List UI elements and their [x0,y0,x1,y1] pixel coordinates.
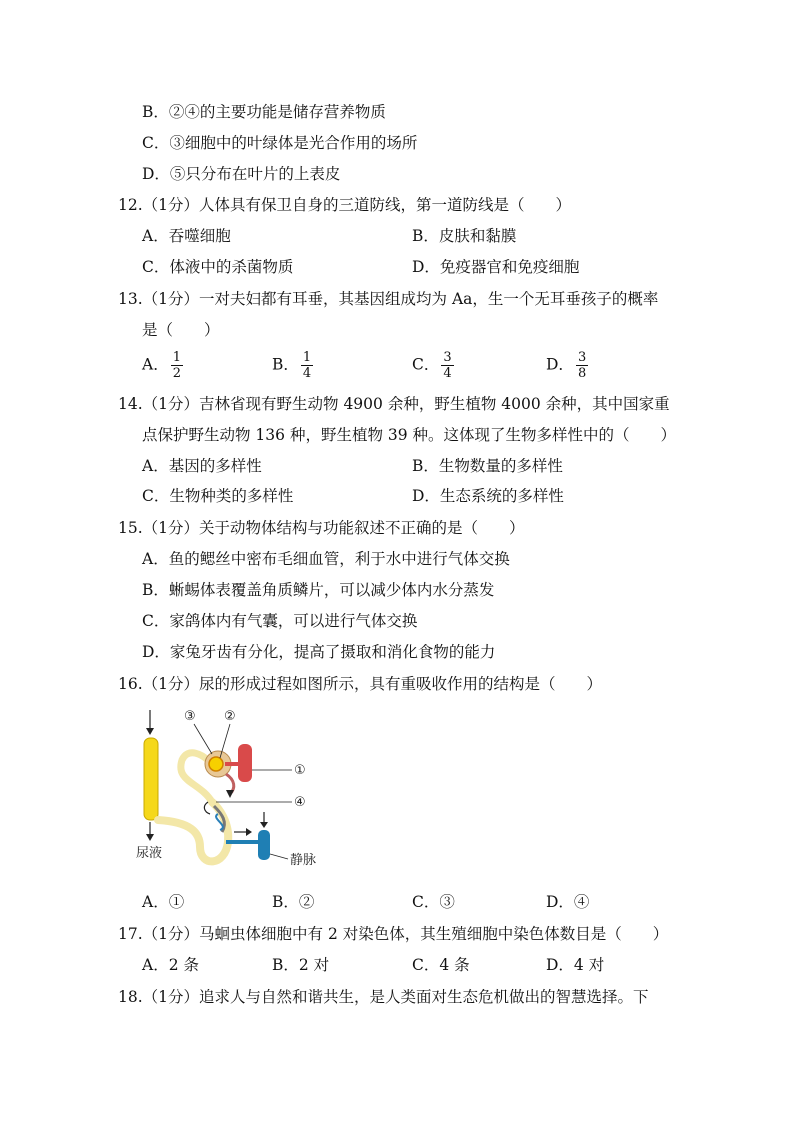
q18-stem: 18.（1分）追求人与自然和谐共生，是人类面对生态危机做出的智慧选择。下 [118,988,649,1006]
q16-stem: 16.（1分）尿的形成过程如图所示，具有重吸收作用的结构是（ ） [118,675,603,693]
q14-option-c: C．生物种类的多样性 [142,487,294,505]
q15-stem: 15.（1分）关于动物体结构与功能叙述不正确的是（ ） [118,519,525,537]
q15-option-b: B．蜥蜴体表覆盖角质鳞片，可以减少体内水分蒸发 [142,581,495,599]
q11-option-c: C．③细胞中的叶绿体是光合作用的场所 [142,134,418,152]
q14-stem-line2: 点保护野生动物 136 种，野生植物 39 种。这体现了生物多样性中的（ ） [142,426,677,444]
q11-option-d: D．⑤只分布在叶片的上表皮 [142,165,341,183]
q12-option-a: A．吞噬细胞 [142,227,231,245]
q17-option-d: D．4 对 [546,956,605,974]
q14-stem-line1: 14.（1分）吉林省现有野生动物 4900 余种，野生植物 4000 余种，其中国家重 [118,395,670,413]
q17-stem: 17.（1分）马蛔虫体细胞中有 2 对染色体，其生殖细胞中染色体数目是（ ） [118,925,669,943]
label-2: ② [224,709,236,724]
nephron-svg [130,702,350,882]
q14-option-d: D．生态系统的多样性 [412,487,564,505]
vein-leader [270,854,288,859]
q13-stem-line1: 13.（1分）一对夫妇都有耳垂，其基因组成均为 Aa，生一个无耳垂孩子的概率 [118,290,659,308]
glomerulus [209,757,223,771]
arrowhead-duct-in [146,728,154,735]
q15-option-a: A．鱼的鳃丝中密布毛细血管，利于水中进行气体交换 [142,550,510,568]
arrowhead-vein-top [260,822,268,828]
q13-option-d: D． $\frac{3}{8}$ [546,350,587,381]
label-4: ④ [294,795,306,810]
q17-option-a: A．2 条 [142,956,199,974]
renal-artery [238,744,252,782]
q14-option-a: A．基因的多样性 [142,457,262,475]
arrowhead-efferent [226,790,234,798]
q13-option-a: A． $\frac{1}{2}$ [142,350,181,381]
arrowhead-duct-out [146,834,154,841]
q15-option-c: C．家鸽体内有气囊，可以进行气体交换 [142,612,418,630]
q16-option-a: A．① [142,893,185,911]
q13-stem-line2: 是（ ） [142,321,220,339]
q17-option-c: C．4 条 [412,956,470,974]
q15-option-d: D．家兔牙齿有分化，提高了摄取和消化食物的能力 [142,643,496,661]
q11-option-b: B．②④的主要功能是储存营养物质 [142,103,386,121]
q12-option-b: B．皮肤和黏膜 [412,227,517,245]
q16-option-b: B．② [272,893,315,911]
collecting-duct [144,738,158,820]
q12-stem: 12.（1分）人体具有保卫自身的三道防线，第一道防线是（ ） [118,196,572,214]
q17-option-b: B．2 对 [272,956,330,974]
q13-option-c: C． $\frac{3}{4}$ [412,350,452,381]
q12-option-c: C．体液中的杀菌物质 [142,258,294,276]
q14-option-b: B．生物数量的多样性 [412,457,563,475]
renal-vein [258,830,270,860]
arrowhead-vein-side [246,828,252,836]
vein-label: 静脉 [290,853,317,868]
label-1: ① [294,763,306,778]
urine-label: 尿液 [136,846,163,861]
q12-option-d: D．免疫器官和免疫细胞 [412,258,580,276]
q16-option-c: C．③ [412,893,455,911]
label-3: ③ [184,709,196,724]
q16-option-d: D．④ [546,893,590,911]
leader-3 [194,724,212,754]
nephron-diagram [130,702,350,882]
q13-option-b: B． $\frac{1}{4}$ [272,350,312,381]
